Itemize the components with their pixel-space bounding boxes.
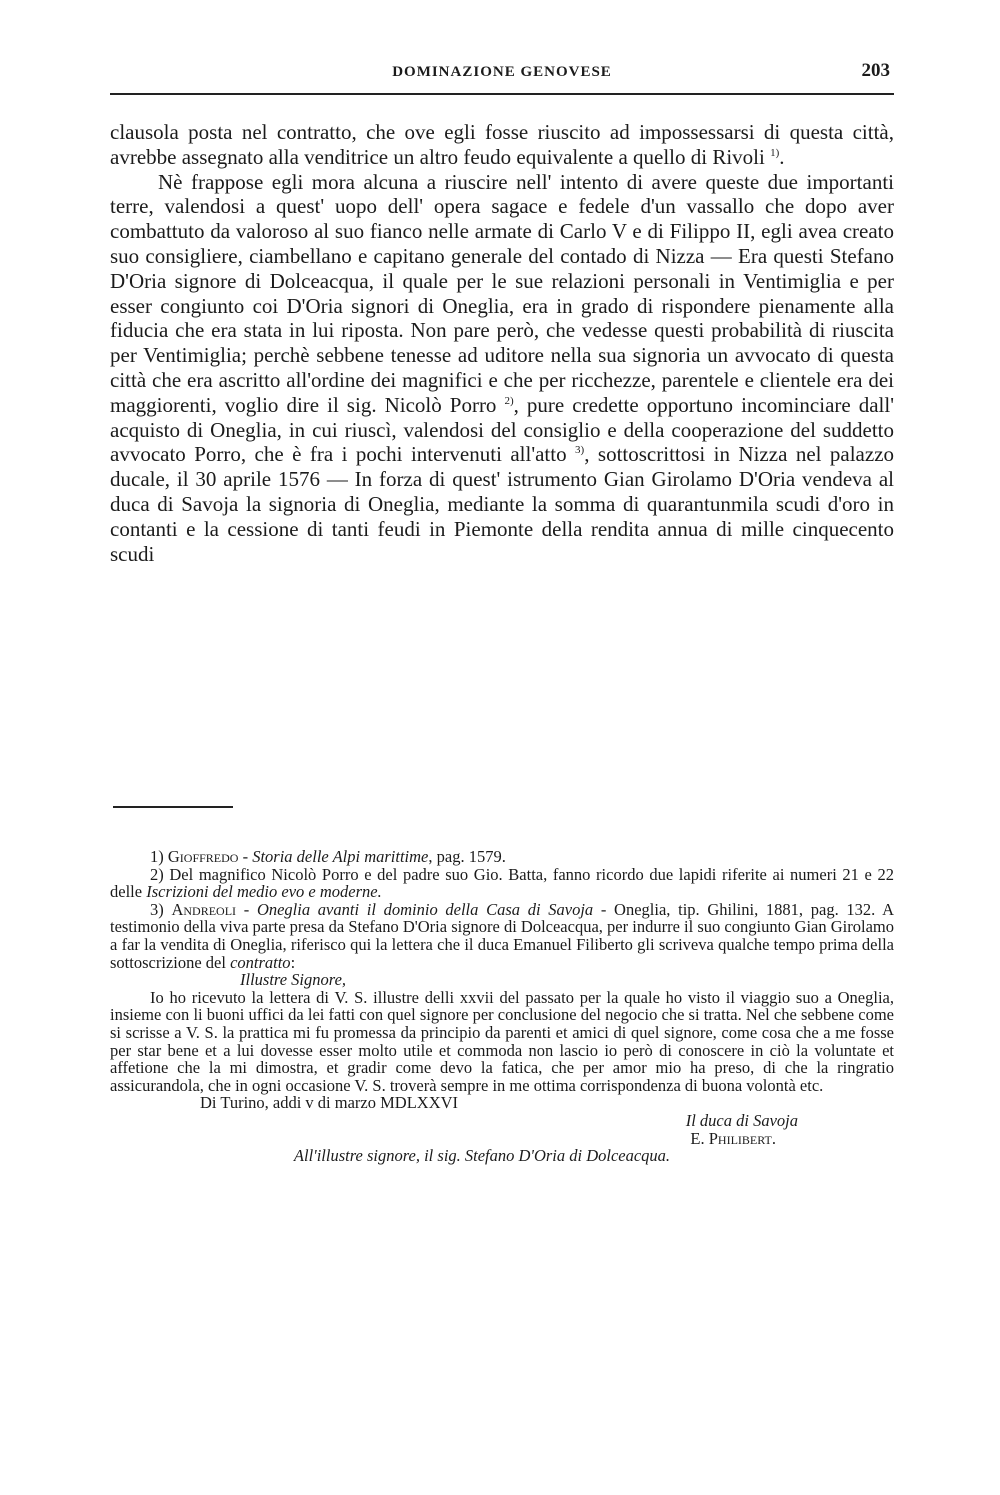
- page-number: 203: [861, 60, 890, 81]
- footnotes: [110, 848, 894, 1165]
- footnote-1-author: Gioffredo: [167, 847, 239, 866]
- letter-year: MDLXXVI: [380, 1093, 459, 1113]
- running-title: DOMINAZIONE GENOVESE: [392, 64, 612, 80]
- footnote-3: 3) Andreoli - Oneglia avanti il dominio della Casa di Savoja - Oneglia, tip. Ghilini, 1881, pag. 132. A testimonio della viva parte presa da Stefano D'Oria signore di Dolceacqua, per indurre il suo congiunto Gian Girolamo a far la vendita di Oneglia, riferisco qui la lettera che il duca Emanuel Filiberto gli scriveva qualche tempo prima della sottoscrizione del contratto:: [110, 899, 894, 972]
- letter-signature-title: Il duca di Savoja: [685, 1110, 798, 1130]
- letter-dateline: Di Turino, addi v di marzo MDLXXVI: [200, 1093, 459, 1113]
- paragraph-1-text: clausola posta nel contratto, che ove egli fosse riuscito ad impossessarsi di questa città, avrebbe assegnato alla venditrice un altro feudo equivalente a quello di Rivoli: [110, 120, 894, 169]
- paragraph-1: clausola posta nel contratto, che ove egli fosse riuscito ad impossessarsi di questa città, avrebbe assegnato alla venditrice un altro feudo equivalente a quello di Rivoli $^{1)}$.: [110, 120, 894, 169]
- footnote-3-text: - Oneglia, tip. Ghilini, 1881, pag. 132. A testimonio della viva parte presa da Stefano D'Oria signore di Dolceacqua, per indurre il suo congiunto Gian Girolamo a far la vendita di Oneglia, riferisco qui la lettera che il duca Emanuel Filiberto gli scriveva qualche tempo prima della sottoscrizione del: [110, 899, 894, 972]
- letter-signature-name: E. Philibert.: [690, 1128, 776, 1148]
- main-text: [110, 120, 894, 566]
- footnote-1: 1) Gioffredo - Storia delle Alpi marittime, pag. 1579.: [150, 847, 506, 866]
- paragraph-2-end: sottoscrittosi in Nizza nel palazzo ducale, il 30 aprile 1576 — In forza di quest' istrumento Gian Girolamo D'Oria vendeva al duca di Savoja la signoria di Oneglia, mediante la somma di quarantunmila scudi d'oro in contanti e la cessione di tanti feudi in Piemonte della rendita annua di mille cinquecento scudi: [110, 442, 895, 566]
- footnote-ref-1: 1): [770, 146, 780, 159]
- footnote-3-author: Andreoli: [171, 899, 237, 919]
- paragraph-2: Nè frappose egli mora alcuna a riuscire nell' intento di avere queste due importanti terre, valendosi a quest' uopo dell' opera sagace e fedele d'un vassallo che dopo aver combattuto da valoroso al suo fianco nelle armate di Carlo V e di Filippo II, egli avea creato suo consigliere, ciambellano e capitano generale del contado di Nizza — Era questi Stefano D'Oria signore di Dolceacqua, il quale per le sue relazioni personali in Ventimiglia e per esser congiunto coi D'Oria signori di Oneglia, era in grado di rispondere pienamente alla fiducia che era stata in lui riposta. Non pare però, che vedesse questi probabilità di riuscita per Ventimiglia; perchè sebbene tenesse ad uditore nella sua signoria un avvocato di questa città che era ascritto all'ordine dei magnifici e che per ricchezze, parentele e clientele era dei maggiorenti, voglio dire il sig. Nicolò Porro $^{2)}$, pure credette opportuno incominciare dall' acquisto di Oneglia, in cui riuscì, valendosi del consiglio e della cooperazione del suddetto avvocato Porro, che è fra i pochi intervenuti all'atto $^{3)}$, sottoscrittosi in Nizza nel palazzo ducale, il 30 aprile 1576 — In forza di quest' istrumento Gian Girolamo D'Oria vendeva al duca di Savoja la signoria di Oneglia, mediante la somma di quarantunmila scudi d'oro in contanti e la cessione di tanti feudi in Piemonte della rendita annua di mille cinquecento scudi: [110, 169, 895, 566]
- footnote-ref-2: 2): [504, 394, 514, 407]
- footnote-ref-3: 3): [575, 444, 585, 457]
- footnote-3-title: Oneglia avanti il dominio della Casa di Savoja: [256, 899, 594, 919]
- header-rule: [110, 93, 894, 95]
- paragraph-2-continued: pure credette opportuno incominciare dall' acquisto di Oneglia, in cui riuscì, valendosi del consiglio e della cooperazione del suddetto avvocato Porro, che è fra i pochi intervenuti all'atto: [110, 392, 894, 467]
- footnote-2: 2) Del magnifico Nicolò Porro e del padre suo Gio. Batta, fanno ricordo due lapidi riferite ai numeri 21 e 22 delle Iscrizioni del medio evo e moderne.: [110, 864, 895, 902]
- page-header: [110, 60, 894, 90]
- footnote-2-title: Iscrizioni del medio evo e moderne.: [146, 882, 382, 902]
- paragraph-2-text: Nè frappose egli mora alcuna a riuscire nell' intento di avere queste due importanti terre, valendosi a quest' uopo dell' opera sagace e fedele d'un vassallo che dopo aver combattuto da valoroso al suo fianco nelle armate di Carlo V e di Filippo II, egli avea creato suo consigliere, ciambellano e capitano generale del contado di Nizza — Era questi Stefano D'Oria signore di Dolceacqua, il quale per le sue relazioni personali in Ventimiglia e per esser congiunto coi D'Oria signori di Oneglia, era in grado di rispondere pienamente alla fiducia che era stata in lui riposta. Non pare però, che vedesse questi probabilità di riuscita per Ventimiglia; perchè sebbene tenesse ad uditore nella sua signoria un avvocato di questa città che era ascritto all'ordine dei magnifici e che per ricchezze, parentele e clientele era dei maggiorenti, voglio dire il sig. Nicolò Porro: [110, 169, 894, 417]
- letter-addressee: All'illustre signore, il sig. Stefano D'Oria di Dolceacqua.: [293, 1146, 671, 1166]
- footnote-rule: [113, 806, 233, 808]
- footnote-1-title: Storia delle Alpi marittime: [252, 847, 429, 866]
- letter-body: Io ho ricevuto la lettera di V. S. illustre delli xxvii del passato per la quale ho visto il viaggio suo a Oneglia, insieme con li buoni uffici da lei fatti con quel signore per conclusione del negocio che si tratta. Nel che sebbene come si scrisse a V. S. la prattica mi fu promessa da principio da parenti et amici di quel signore, come cosa che a me fosse per star bene et a lui dovesse esser molto utile et commoda non lascio io però di conoscere in ciò la voluntate et affetione che la mi dimostra, et gradir come devo la fatica, che per amor mio ha preso, di che la ringratio assicurandola, che in ogni occasione V. S. troverà sempre in me ottima corrispondenza di buona volontà etc.: [110, 987, 894, 1095]
- letter-salutation: Illustre Signore,: [240, 970, 347, 990]
- footnote-2-text: Del magnifico Nicolò Porro e del padre suo Gio. Batta, fanno ricordo due lapidi riferite ai numeri 21 e 22 delle: [110, 864, 895, 902]
